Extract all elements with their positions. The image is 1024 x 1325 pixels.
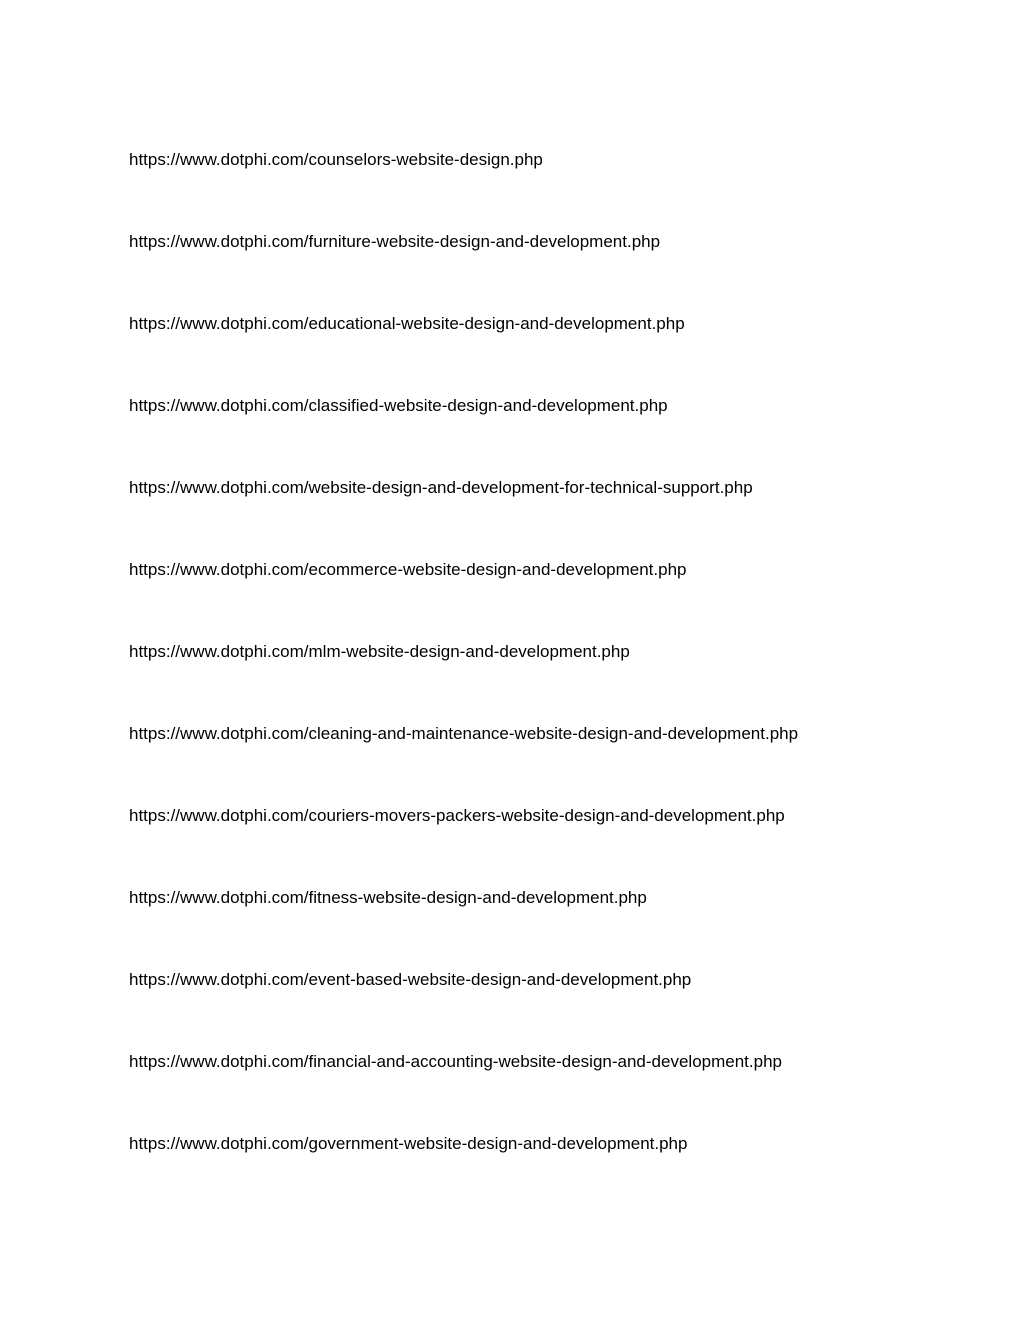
list-item	[129, 231, 798, 313]
list-item	[129, 1133, 798, 1215]
url-link: https://www.dotphi.com/financial-and-accounting-website-design-and-development.php	[129, 1052, 782, 1071]
list-item	[129, 313, 798, 395]
url-link: https://www.dotphi.com/website-design-and-development-for-technical-support.php	[129, 478, 753, 497]
list-item	[129, 477, 798, 559]
list-item	[129, 805, 798, 887]
url-list	[129, 149, 798, 1215]
url-link: https://www.dotphi.com/couriers-movers-packers-website-design-and-development.php	[129, 806, 785, 825]
url-link: https://www.dotphi.com/cleaning-and-maintenance-website-design-and-development.php	[129, 724, 799, 743]
url-link: https://www.dotphi.com/counselors-website-design.php	[129, 150, 543, 169]
list-item	[129, 1051, 798, 1133]
list-item	[129, 395, 798, 477]
url-link: https://www.dotphi.com/mlm-website-design-and-development.php	[129, 642, 630, 661]
url-link: https://www.dotphi.com/ecommerce-website-design-and-development.php	[129, 560, 687, 579]
url-link: https://www.dotphi.com/classified-website-design-and-development.php	[129, 396, 668, 415]
list-item	[129, 559, 798, 641]
url-link: https://www.dotphi.com/educational-website-design-and-development.php	[129, 314, 685, 333]
url-link: https://www.dotphi.com/event-based-website-design-and-development.php	[129, 970, 692, 989]
url-link: https://www.dotphi.com/government-website-design-and-development.php	[129, 1134, 688, 1153]
url-link: https://www.dotphi.com/furniture-website-design-and-development.php	[129, 232, 661, 251]
url-link: https://www.dotphi.com/fitness-website-design-and-development.php	[129, 888, 647, 907]
list-item	[129, 149, 798, 231]
list-item	[129, 723, 798, 805]
list-item	[129, 641, 798, 723]
list-item	[129, 887, 798, 969]
list-item	[129, 969, 798, 1051]
